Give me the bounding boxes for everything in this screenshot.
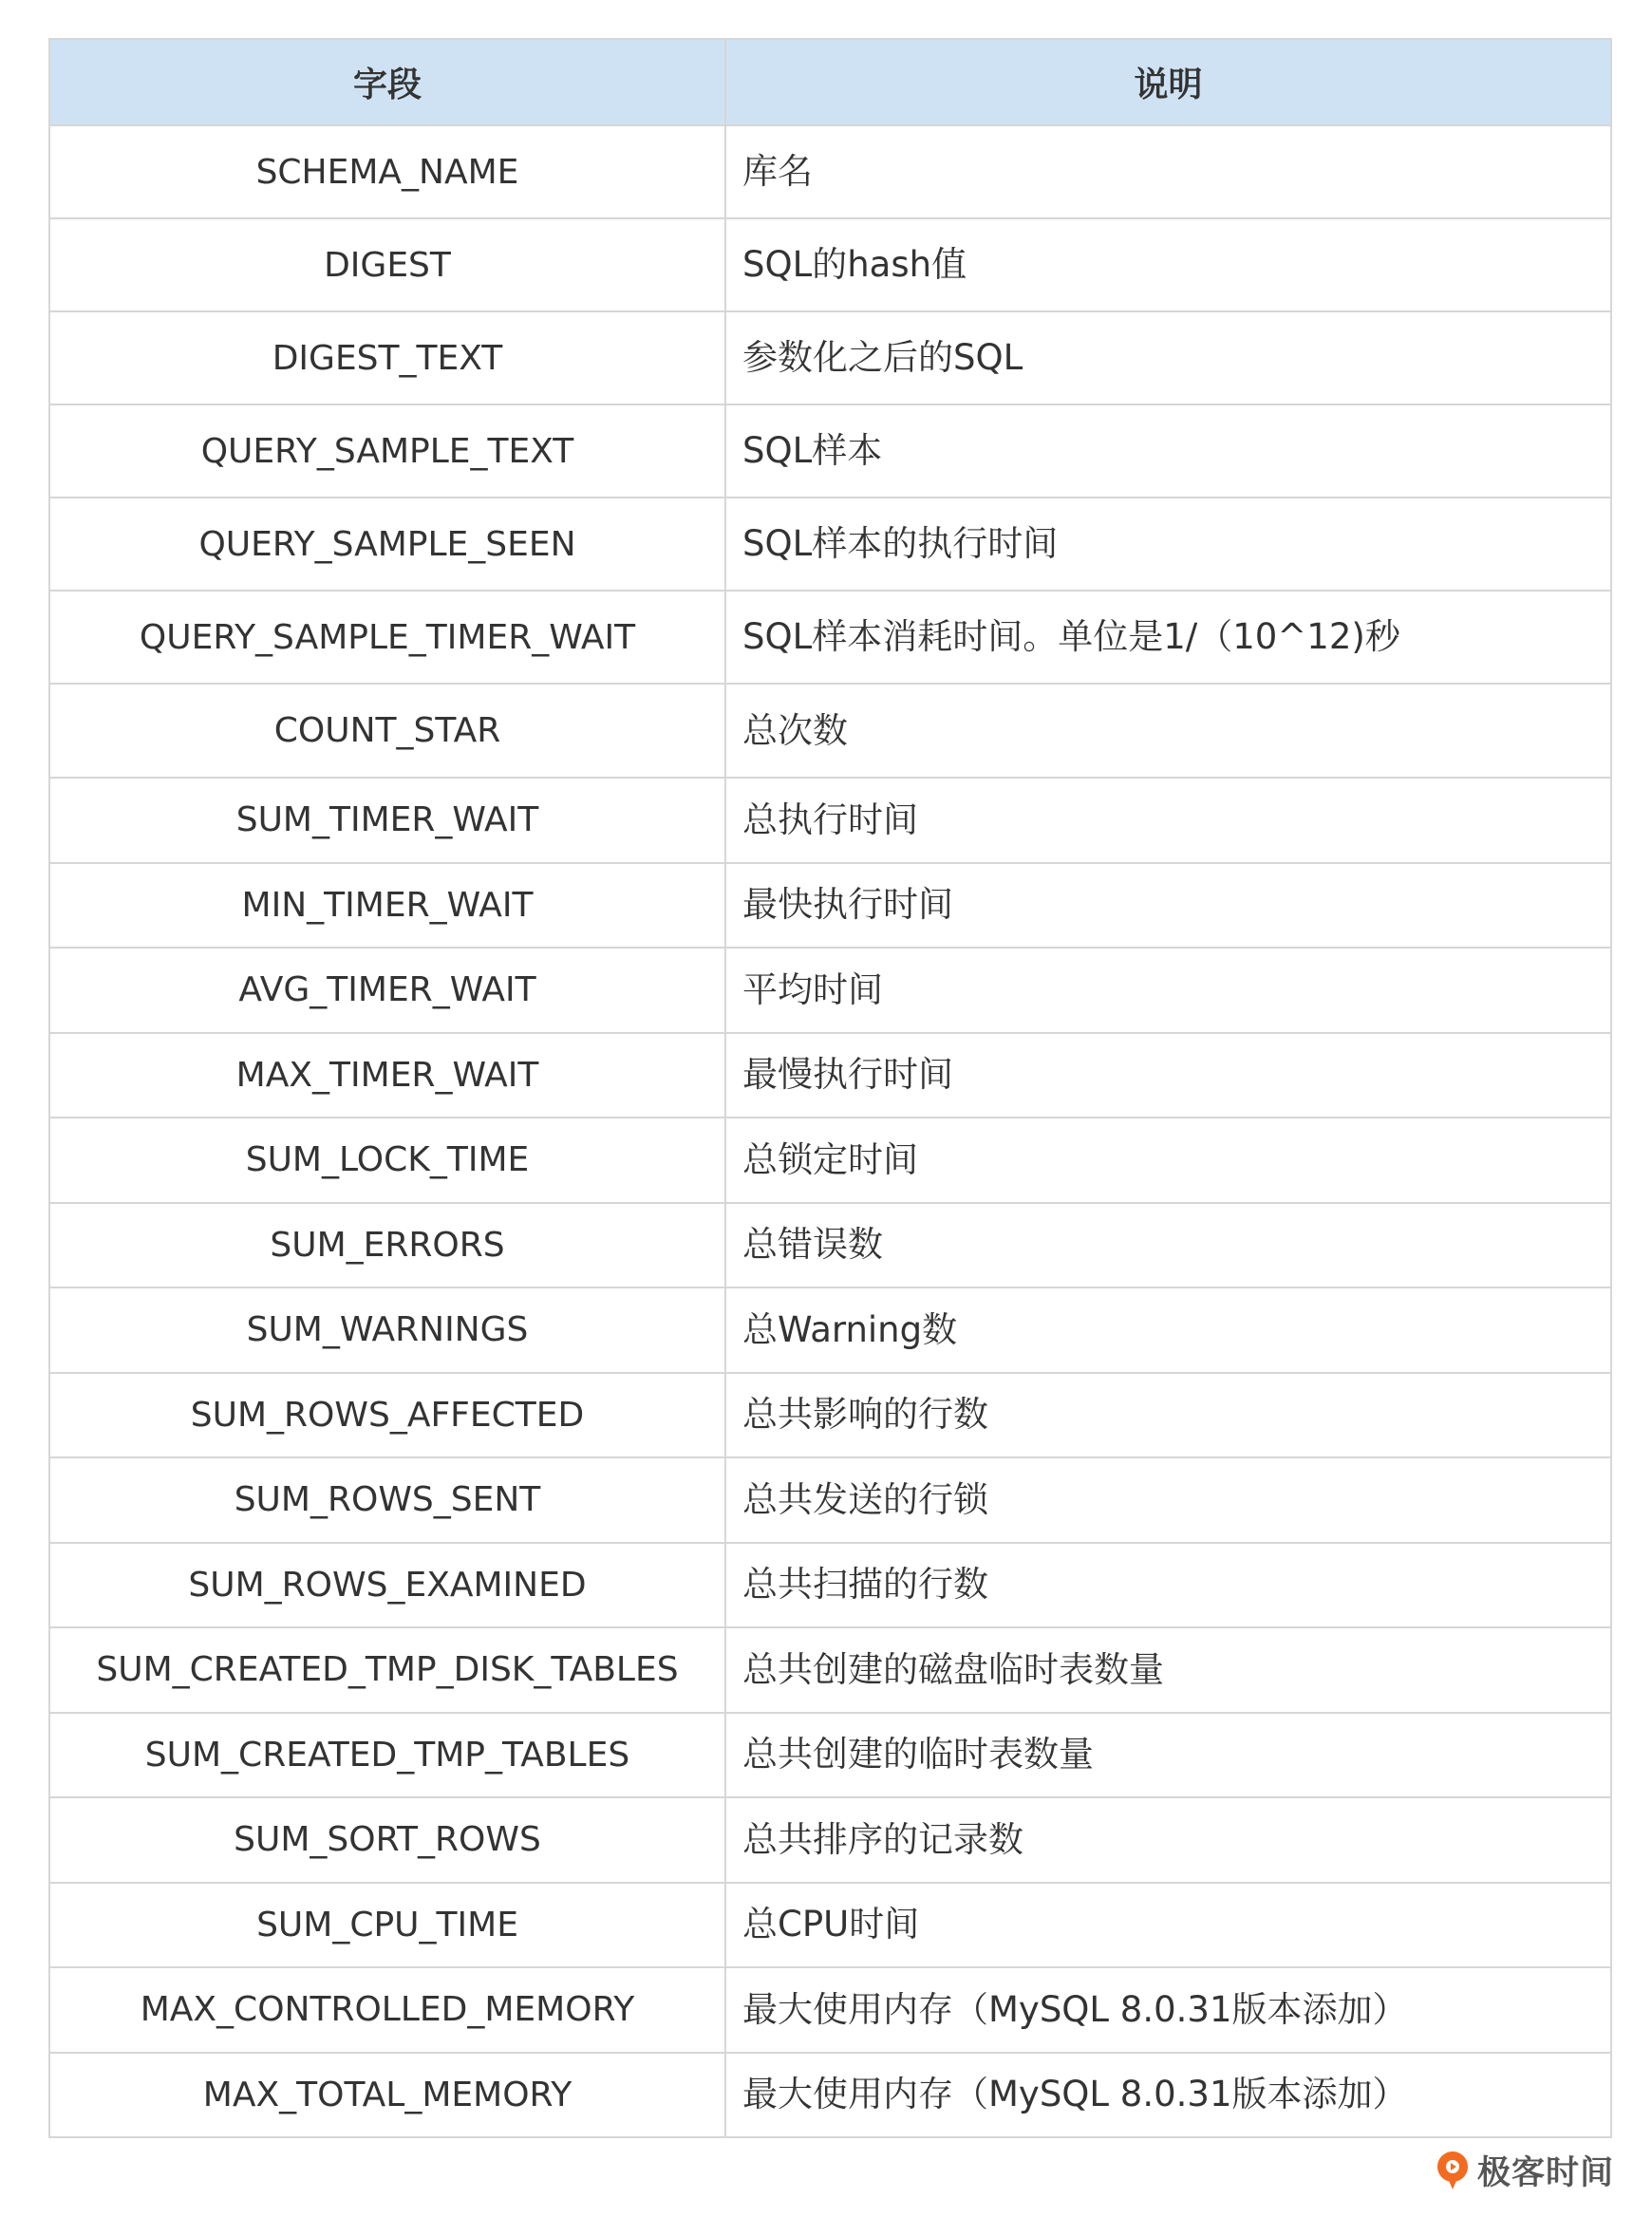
table-row [49, 1967, 1611, 2053]
description-cell [725, 2053, 1611, 2138]
description-text: 总Warning数 [742, 1308, 958, 1350]
description-cell [725, 498, 1611, 591]
table-row [49, 1543, 1611, 1628]
field-name-cell: SUM_ERRORS [49, 1203, 725, 1288]
table-row [49, 498, 1611, 591]
field-name-cell: MAX_TOTAL_MEMORY [49, 2053, 725, 2138]
field-name-cell: SUM_CREATED_TMP_TABLES [49, 1713, 725, 1798]
table-row [49, 404, 1611, 498]
table-row [49, 1627, 1611, 1713]
description-text: 总共排序的记录数 [742, 1818, 1023, 1860]
description-cell [725, 1118, 1611, 1203]
description-cell [725, 591, 1611, 684]
description-cell [725, 1967, 1611, 2053]
description-text: 总共创建的磁盘临时表数量 [742, 1648, 1164, 1690]
field-name-cell: MAX_TIMER_WAIT [49, 1033, 725, 1118]
header-field: 字段 [49, 39, 725, 125]
table-row [49, 1203, 1611, 1288]
table-row [49, 218, 1611, 311]
description-text: 平均时间 [742, 968, 883, 1010]
fields-table-container [48, 38, 1610, 2138]
description-cell [725, 404, 1611, 498]
table-row [49, 863, 1611, 949]
description-text: SQL样本的执行时间 [742, 523, 1059, 564]
table-row [49, 1373, 1611, 1458]
description-text: 库名 [742, 151, 813, 192]
description-text: 总锁定时间 [742, 1138, 918, 1180]
description-text: SQL样本 [742, 430, 883, 471]
table-header-row [49, 39, 1611, 125]
description-text: 总CPU时间 [742, 1904, 920, 1945]
description-cell [725, 1033, 1611, 1118]
table-row [49, 1713, 1611, 1798]
field-name-cell: QUERY_SAMPLE_TIMER_WAIT [49, 591, 725, 684]
description-cell [725, 311, 1611, 404]
table-row [49, 311, 1611, 404]
description-text: SQL样本消耗时间。单位是1/（10^12)秒 [742, 616, 1400, 657]
field-name-cell: QUERY_SAMPLE_TEXT [49, 404, 725, 498]
field-name-cell: MIN_TIMER_WAIT [49, 863, 725, 949]
field-name-cell: MAX_CONTROLLED_MEMORY [49, 1967, 725, 2053]
description-cell [725, 1627, 1611, 1713]
description-text: 最大使用内存（MySQL 8.0.31版本添加） [742, 1988, 1408, 2030]
field-name-cell: COUNT_STAR [49, 684, 725, 778]
description-cell [725, 1883, 1611, 1968]
description-cell [725, 948, 1611, 1033]
description-text: 总错误数 [742, 1224, 883, 1266]
description-cell [725, 778, 1611, 863]
description-cell [725, 1373, 1611, 1458]
description-cell [725, 684, 1611, 778]
brand-watermark [1434, 2148, 1614, 2193]
field-name-cell: SUM_ROWS_AFFECTED [49, 1373, 725, 1458]
description-cell [725, 125, 1611, 218]
description-cell [725, 1287, 1611, 1373]
field-name-cell: SUM_WARNINGS [49, 1287, 725, 1373]
field-name-cell: SCHEMA_NAME [49, 125, 725, 218]
field-name-cell: SUM_CPU_TIME [49, 1883, 725, 1968]
table-row [49, 591, 1611, 684]
table-row [49, 1457, 1611, 1543]
description-text: 总次数 [742, 709, 848, 751]
field-name-cell: SUM_CREATED_TMP_DISK_TABLES [49, 1627, 725, 1713]
description-cell [725, 1457, 1611, 1543]
table-row [49, 1033, 1611, 1118]
table-row [49, 125, 1611, 218]
field-name-cell: DIGEST [49, 218, 725, 311]
description-text: 最大使用内存（MySQL 8.0.31版本添加） [742, 2074, 1408, 2115]
description-cell [725, 1203, 1611, 1288]
table-row [49, 1883, 1611, 1968]
field-name-cell: DIGEST_TEXT [49, 311, 725, 404]
description-cell [725, 1797, 1611, 1883]
description-text: 最慢执行时间 [742, 1054, 953, 1096]
geektime-logo-icon [1434, 2150, 1472, 2191]
description-cell [725, 218, 1611, 311]
table-row [49, 684, 1611, 778]
field-name-cell: AVG_TIMER_WAIT [49, 948, 725, 1033]
table-body [49, 125, 1611, 2137]
table-row [49, 778, 1611, 863]
table-row [49, 2053, 1611, 2138]
table-row [49, 948, 1611, 1033]
header-description: 说明 [725, 39, 1611, 125]
fields-table [48, 38, 1612, 2138]
description-text: 总共创建的临时表数量 [742, 1734, 1094, 1775]
description-cell [725, 1713, 1611, 1798]
description-text: 参数化之后的SQL [742, 337, 1023, 378]
brand-name: 极客时间 [1476, 2154, 1614, 2192]
table-row [49, 1287, 1611, 1373]
description-cell [725, 1543, 1611, 1628]
description-text: 总共影响的行数 [742, 1394, 988, 1436]
field-name-cell: SUM_ROWS_EXAMINED [49, 1543, 725, 1628]
table-row [49, 1118, 1611, 1203]
description-cell [725, 863, 1611, 949]
field-name-cell: SUM_ROWS_SENT [49, 1457, 725, 1543]
description-text: 总共扫描的行数 [742, 1564, 988, 1606]
field-name-cell: SUM_LOCK_TIME [49, 1118, 725, 1203]
field-name-cell: SUM_TIMER_WAIT [49, 778, 725, 863]
description-text: SQL的hash值 [742, 244, 967, 285]
field-name-cell: SUM_SORT_ROWS [49, 1797, 725, 1883]
description-text: 最快执行时间 [742, 884, 953, 926]
description-text: 总共发送的行锁 [742, 1478, 988, 1520]
description-text: 总执行时间 [742, 798, 918, 840]
table-row [49, 1797, 1611, 1883]
field-name-cell: QUERY_SAMPLE_SEEN [49, 498, 725, 591]
